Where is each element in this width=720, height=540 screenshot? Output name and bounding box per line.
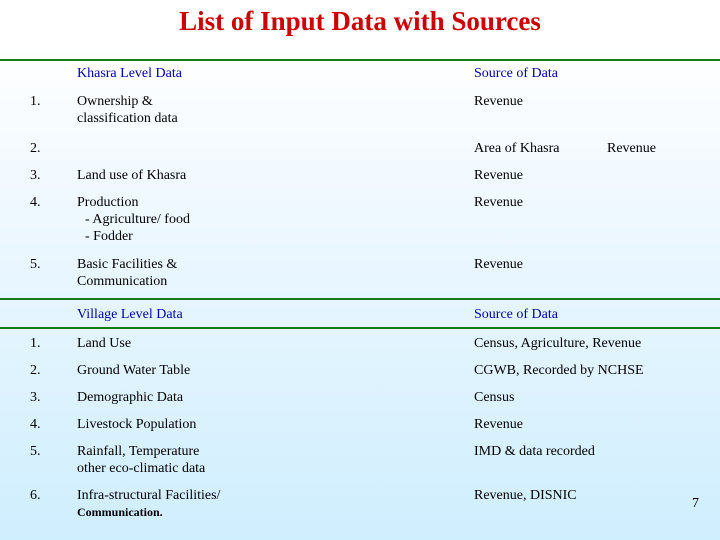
row-item-line: Infra-structural Facilities/	[77, 488, 221, 503]
row-number: 3.	[30, 390, 41, 405]
row-item-line: Ownership &	[77, 94, 153, 109]
row-source: Revenue, DISNIC	[474, 488, 577, 503]
khasra-header-source: Source of Data	[474, 66, 558, 81]
row-source: Revenue	[474, 257, 523, 272]
row-source-2: Revenue	[607, 141, 656, 156]
row-item	[77, 487, 457, 521]
row-source: Revenue	[474, 168, 523, 183]
row-item: Land Use	[77, 336, 132, 351]
page-number: 7	[692, 496, 699, 511]
row-number: 2.	[30, 141, 41, 156]
row-item: Demographic Data	[77, 390, 184, 405]
row-item: Land use of Khasra	[77, 168, 187, 183]
row-number: 1.	[30, 336, 41, 351]
row-item	[77, 443, 457, 477]
row-source: Census	[474, 390, 515, 405]
row-source: Area of Khasra	[474, 141, 560, 156]
row-number: 5.	[30, 257, 41, 272]
row-item-line: Rainfall, Temperature	[77, 444, 200, 459]
village-header-divider	[0, 327, 720, 329]
row-item-line: classification data	[77, 111, 178, 126]
row-item-line: other eco-climatic data	[77, 461, 206, 476]
row-source: Census, Agriculture, Revenue	[474, 336, 642, 351]
row-item-line: Communication.	[77, 505, 163, 519]
row-source: Revenue	[474, 195, 523, 210]
row-source: IMD & data recorded	[474, 444, 595, 459]
row-number: 3.	[30, 168, 41, 183]
row-subitem: - Fodder	[85, 229, 133, 244]
row-source: Revenue	[474, 94, 523, 109]
row-subitem: - Agriculture/ food	[85, 212, 190, 227]
row-item	[77, 194, 457, 245]
row-number: 4.	[30, 417, 41, 432]
row-source: Revenue	[474, 417, 523, 432]
row-number: 2.	[30, 363, 41, 378]
section-divider	[0, 298, 720, 300]
khasra-header-item: Khasra Level Data	[77, 66, 182, 81]
row-source: CGWB, Recorded by NCHSE	[474, 363, 644, 378]
row-number: 1.	[30, 94, 41, 109]
row-item-line: Communication	[77, 274, 168, 289]
row-item: Ground Water Table	[77, 363, 191, 378]
row-item: Livestock Population	[77, 417, 197, 432]
row-item-line: Production	[77, 195, 139, 210]
row-item	[77, 256, 457, 290]
row-number: 5.	[30, 444, 41, 459]
village-header-item: Village Level Data	[77, 307, 183, 322]
row-number: 4.	[30, 195, 41, 210]
row-item-line: Basic Facilities &	[77, 257, 178, 272]
village-header-source: Source of Data	[474, 307, 558, 322]
top-divider	[0, 59, 720, 61]
row-number: 6.	[30, 488, 41, 503]
row-item	[77, 93, 457, 127]
page-title: List of Input Data with Sources	[179, 6, 541, 36]
